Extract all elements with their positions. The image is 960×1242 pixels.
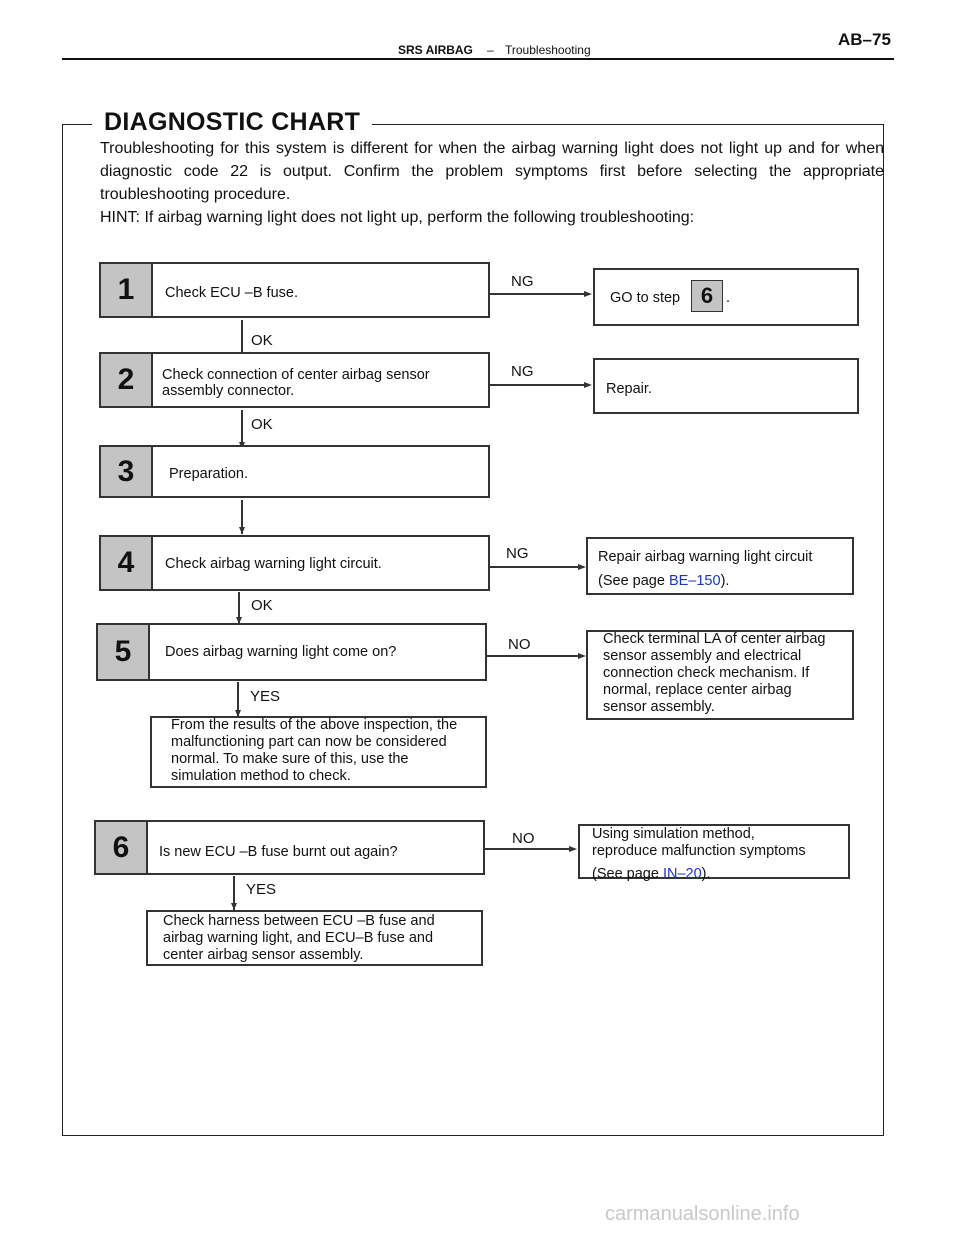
step-2-number: 2 <box>99 352 153 408</box>
page-link-be150[interactable]: BE–150 <box>668 573 721 589</box>
label-ok-2: OK <box>251 416 273 433</box>
result-1-period: . <box>726 290 731 306</box>
note-5-text: From the results of the above inspection, the malfunctioning part can now be considered normal. To make sure of this, use the simulation method to check. <box>171 717 458 784</box>
header-rule <box>62 58 894 60</box>
connector-4-ng <box>490 566 580 568</box>
step-6-text: Is new ECU –B fuse burnt out again? <box>159 844 398 860</box>
result-5-text: Check terminal LA of center airbag sensor assembly and electrical connection check mechanism. If normal, replace center airbag sensor assembly. <box>603 631 826 715</box>
result-4-ref-pre: (See page <box>598 573 669 589</box>
step-5-text: Does airbag warning light come on? <box>165 644 397 660</box>
result-6-line1: Using simulation method, reproduce malfunction symptoms <box>592 826 806 859</box>
arrow-right-icon <box>584 291 592 297</box>
result-4-ref-post: ). <box>720 573 730 589</box>
arrow-right-icon <box>569 846 577 852</box>
arrow-right-icon <box>578 653 586 659</box>
step-1-number: 1 <box>99 262 153 318</box>
label-ng-2: NG <box>511 363 534 380</box>
result-4-line1: Repair airbag warning light circuit <box>598 549 813 565</box>
connector-2-ng <box>490 384 586 386</box>
result-6-ref-pre: (See page <box>592 866 663 882</box>
arrow-down-icon <box>239 527 245 534</box>
label-ok-1: OK <box>251 332 273 349</box>
result-1-text: GO to step <box>610 290 681 306</box>
result-4-ref <box>598 573 729 590</box>
intro-paragraph: Troubleshooting for this system is different for when the airbag warning light does not light up and for when diagnostic code 22 is output. Confirm the problem symptoms first before selecting the appropriate troubleshooting procedure. <box>100 140 884 203</box>
note-6-text: Check harness between ECU –B fuse and airbag warning light, and ECU–B fuse and center airbag sensor assembly. <box>163 913 435 963</box>
step-5-number: 5 <box>96 623 150 681</box>
hint-paragraph: HINT: If airbag warning light does not light up, perform the following troubleshooting: <box>100 209 695 226</box>
result-6-ref <box>592 866 711 883</box>
page-number: AB–75 <box>838 30 891 49</box>
page-link-in20[interactable]: IN–20 <box>662 866 702 882</box>
result-2-text: Repair. <box>606 381 652 397</box>
step-2-text: Check connection of center airbag sensor assembly connector. <box>162 367 430 399</box>
step-4-number: 4 <box>99 535 153 591</box>
label-yes-6: YES <box>246 881 277 898</box>
arrow-right-icon <box>578 564 586 570</box>
step-4-text: Check airbag warning light circuit. <box>165 556 382 572</box>
label-yes-5: YES <box>250 688 281 705</box>
step-3-text: Preparation. <box>169 466 248 482</box>
step-6-badge: 6 <box>691 280 723 312</box>
arrow-right-icon <box>584 382 592 388</box>
header-section: SRS AIRBAG <box>398 43 473 57</box>
connector-6-no <box>485 848 571 850</box>
label-ng-4: NG <box>506 545 529 562</box>
label-no-5: NO <box>508 636 531 653</box>
label-no-6: NO <box>512 830 535 847</box>
header-subsection: Troubleshooting <box>505 43 591 57</box>
arrow-down-icon <box>231 903 237 910</box>
step-6-number: 6 <box>94 820 148 875</box>
connector-1-ng <box>490 293 586 295</box>
connector-5-no <box>487 655 580 657</box>
chart-title: DIAGNOSTIC CHART <box>92 108 372 137</box>
step-1-text: Check ECU –B fuse. <box>165 285 298 301</box>
watermark-text: carmanualsonline.info <box>605 1203 800 1225</box>
intro-text <box>100 137 884 229</box>
label-ok-4: OK <box>251 597 273 614</box>
step-3-number: 3 <box>99 445 153 498</box>
label-ng-1: NG <box>511 273 534 290</box>
header-separator: – <box>487 43 494 57</box>
result-6-ref-post: ). <box>701 866 711 882</box>
